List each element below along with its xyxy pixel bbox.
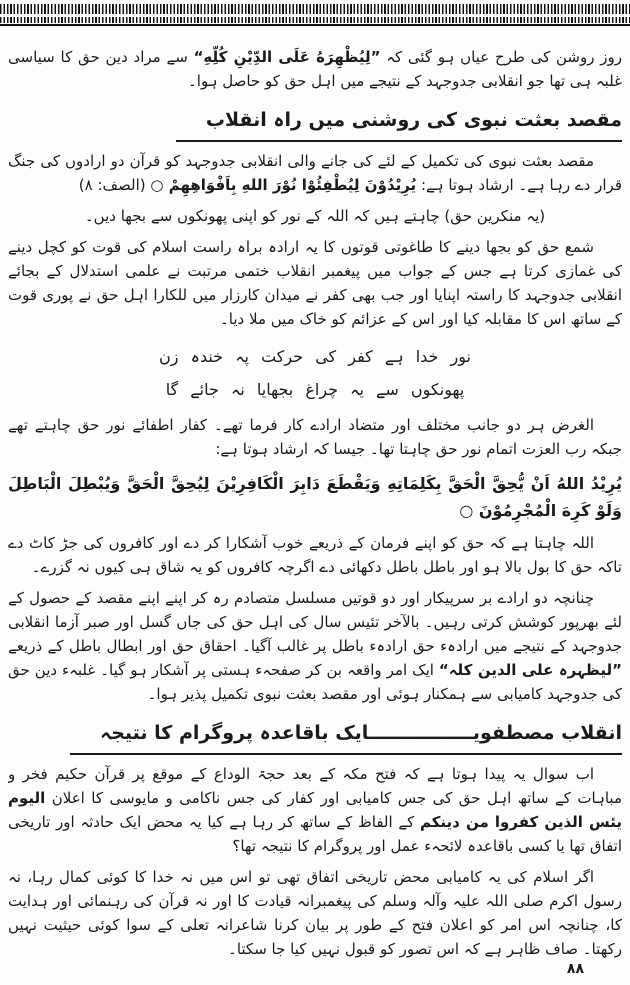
couplet-line-1: نور خدا ہے کفر کی حرکت پہ خندہ زن (159, 347, 471, 366)
inline-quran-quote-liyuzhirahu-2: ”لیظہرہ علی الدین کلہ“ (438, 661, 622, 679)
verse-surah-anfal: يُرِيْدُ اللهُ اَنْ يُّحِقَّ الْحَقَّ بِكَلِمَاتِهِ وَيَقْطَعَ دَابِرَ الْكَافِرِيْنَ لِيُحِقَّ الْحَقَّ وَيُبْطِلَ الْبَاطِلَ وَلَوْ كَرِهَ الْمُجْرِمُوْنَ ○ (8, 474, 622, 520)
para-intro-text-post: سے مراد دین حق کا سیاسی غلبہ ہی تھا جو انقلابی جدوجہد کے نتیجے میں اہل حق کو حاصل ہوا۔ (8, 48, 622, 90)
verse-surah-saff-reference: (الصف: ٨) (78, 176, 151, 194)
para-intro (8, 45, 622, 93)
inline-quran-quote-liyuzhirahu: ”لِيُظْهِرَهُ عَلَى الدِّيْنِ كُلِّهِ“ (193, 48, 381, 66)
para-struggle-outcome (8, 586, 622, 706)
page-number: ۸۸ (566, 961, 584, 977)
couplet-line-2: پھونکوں سے یہ چراغ بجھایا نہ جائے گا (165, 380, 465, 399)
inline-quran-quote-alyauma: اليوم يئس الذين كفروا من دينكم (8, 789, 622, 831)
para-taghuti-forces: شمع حق کو بجھا دینے کا طاغوتی قوتوں کا یہ ارادہ براہ راست اسلام کی قوت کو کچل دینے کی غمازی کرتا ہے جس کے جواب میں پیغمبر انقلاب ختمی مرتبت نے علمی استدلال کے بجائے انقلابی جدوجہد کا راستہ اپنایا اور جب بھی کفر نے میدان کارزار میں للکارا اہل حق نے پوری قوت کے ساتھ اس کا مقابلہ کیا اور اس کے عزائم کو خاک میں ملا دیا۔ (8, 238, 622, 328)
translation-verse-1: (یہ منکرین حق) چاہتے ہیں کہ اللہ کے نور کو اپنی پھونکوں سے بجھا دیں۔ (84, 207, 546, 225)
para-struggle-outcome-post: ایک امر واقعہ بن کر صفحہء ہستی پر آشکار ہو گیا۔ غلبہء دین حق کی جدوجہد کامیابی سے ہمکنار ہوئی اور مقصد بعثت نبوی تکمیل پذیر ہوا۔ (8, 661, 622, 703)
section-heading-2-wrap (8, 720, 622, 755)
poetry-couplet (8, 340, 622, 406)
para-intro-text-pre: روز روشن کی طرح عیاں ہو گئی کہ (380, 48, 622, 66)
heading-2-dash-rule: ــــــــــــــــ (368, 722, 473, 744)
para-question-post: کے الفاظ کے ساتھ کر رہا ہے کیا یہ محض ایک حادثہ اور تاریخی اتفاق تھا یا کسی باقاعدہ لائحہء عمل اور پروگرام کا نتیجہ تھا؟ (8, 813, 622, 855)
para-question (8, 762, 622, 858)
section-heading-inqilab-e-mustafavi (70, 720, 622, 755)
para-two-intentions: الغرض ہر دو جانب مختلف اور متضاد ارادے کار فرما تھے۔ کفار اطفائے نور حق چاہتے تھے جبکہ رب العزت اتمام نور حق چاہتا تھا۔ جیسا کہ ارشاد ہوتا ہے: (8, 416, 622, 458)
translation-verse-2: اللہ چاہتا ہے کہ حق کو اپنے فرمان کے ذریعے خوب آشکارا کر دے اور کافروں کی جڑ کاٹ دے تاکہ حق کا بول بالا ہو اور باطل باطل دکھائی دے اگرچہ کافروں کو یہ شاق ہی کیوں نہ گزرے۔ (8, 534, 622, 576)
section-heading-rah-e-inqilab: مقصد بعثت نبوی کی روشنی میں راہ انقلاب (176, 107, 622, 142)
decorative-top-border (0, 4, 630, 26)
heading-2-title: انقلاب مصطفوی (472, 722, 622, 744)
para-mission-text: مقصد بعثت نبوی کی تکمیل کے لئے کی جانے والی انقلابی جدوجہد کو قرآن دو ارادوں کی جنگ قرار دے رہا ہے۔ ارشاد ہوتا ہے: (8, 152, 622, 194)
heading-2-subtitle: ایک باقاعدہ پروگرام کا نتیجہ (100, 722, 369, 744)
para-mission (8, 149, 622, 197)
para-question-pre: اب سوال یہ پیدا ہوتا ہے کہ فتح مکہ کے بعد حجۃ الوداع کے موقع پر قرآن حکیم فخر و مباہات کے ساتھ اہل حق کی جس کامیابی اور کفار کی جس ناکامی و مایوسی کا اعلان (8, 765, 622, 807)
page-content (8, 38, 622, 959)
para-conclusion: اگر اسلام کی یہ کامیابی محض تاریخی اتفاق تھی تو اس میں نہ خدا کا کوئی کمال رہا، نہ رسول اکرم صلی اللہ علیہ وآلہ وسلم کی پیغمبرانہ قیادت کا اور نہ قرآن کی رہنمائی اور ہدایت کا، چنانچہ اس امر کو اعلان فتح کے طور پر بیان کرنا شاعرانہ تعلی کے سوا کوئی حیثیت نہیں رکھتا۔ صاف ظاہر ہے کہ اس تصور کو قبول نہیں کیا جا سکتا۔ (8, 868, 622, 958)
para-struggle-outcome-pre: چنانچہ دو ارادے بر سرپیکار اور دو قوتیں مسلسل متصادم رہ کر اپنے اپنے مقصد کے حصول کے لئے بھرپور کوشش کرتی رہیں۔ بالآخر تئیس سال کی اہل حق کی جاں گسل اور صبر آزما انقلابی جدوجہد کے نتیجے میں ارادہء حق ارادہء باطل پر غالب آگیا۔ احقاق حق اور ابطال باطل کے ذریعے (8, 589, 622, 655)
verse-surah-saff: يُرِيْدُوْنَ لِيُطْفِئُوْا نُوْرَ اللهِ بِاَفْوَاهِهِمْ ○ (150, 176, 417, 194)
section-heading-1-wrap (8, 107, 622, 142)
